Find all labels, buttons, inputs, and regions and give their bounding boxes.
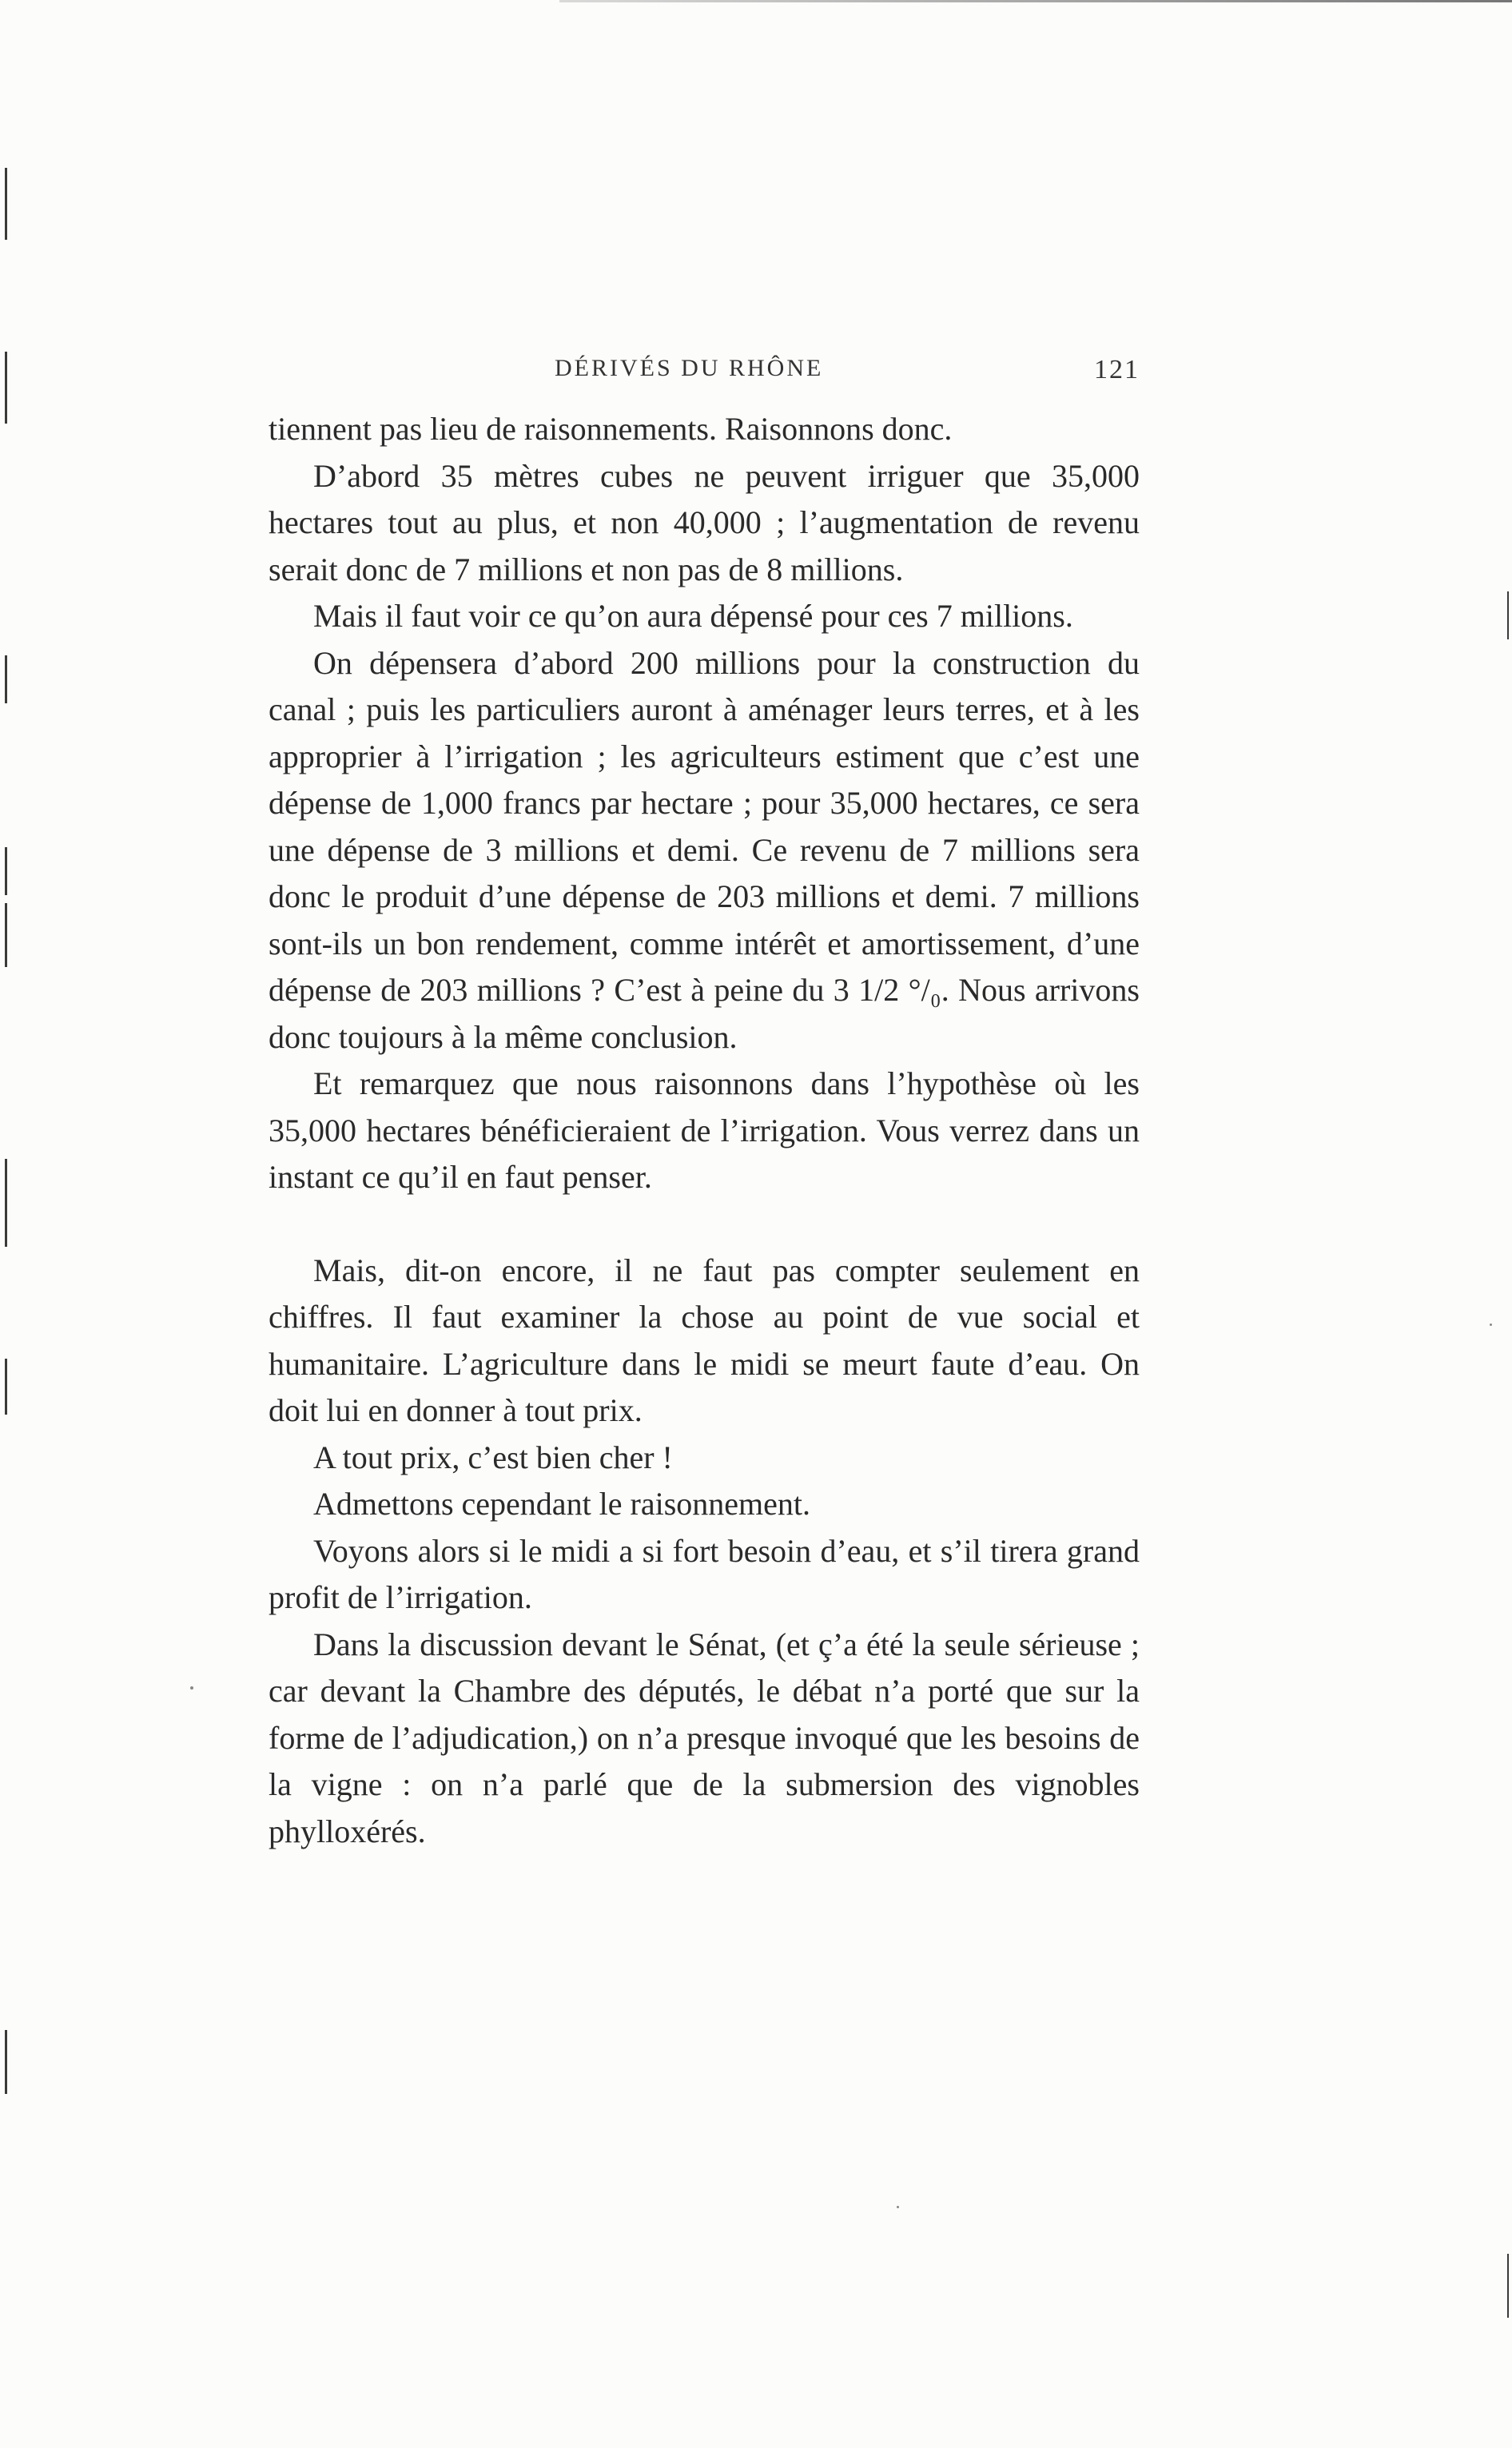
paragraph: On dépensera d’abord 200 millions pour la construction du canal ; puis les particuliers auront à aménager leurs terres, et à les approprier à l’irrigation ; les agriculteurs estiment que c’est une dépense de 1,000 francs par hectare ; pour 35,000 hectares, ce sera une dépense de 3 millions et demi. Ce revenu de 7 millions sera donc le produit d’une dépense de 203 millions et demi. 7 millions sont-ils un bon rendement, comme intérêt et amortissement, d’une dépense de 203 millions ? C’est à peine du 3 1/2 °/₀. Nous arrivons donc toujours à la même conclusion. (269, 644, 1140, 1055)
scan-left-mark (5, 352, 7, 424)
paragraph: Admettons cependant le raisonnement. (313, 1486, 811, 1522)
scan-left-mark (5, 847, 7, 895)
scan-left-mark (5, 1159, 7, 1247)
scan-speck (897, 2206, 899, 2208)
running-title: DÉRIVÉS DU RHÔNE (555, 355, 824, 381)
paragraph: Mais, dit-on encore, il ne faut pas compter seulement en chiffres. Il faut examiner la chose au point de vue social et humanitaire. L’agriculture dans le midi se meurt faute d’eau. On doit lui en donner à tout prix. (269, 1252, 1140, 1428)
paragraph: A tout prix, c’est bien cher ! (313, 1439, 673, 1475)
body-text (269, 406, 1140, 1855)
running-head (269, 355, 1140, 387)
scan-speck (1490, 1324, 1492, 1326)
scan-speck (190, 1686, 193, 1690)
scan-left-mark (5, 168, 7, 240)
scan-left-mark (5, 1359, 7, 1415)
scan-left-mark (5, 903, 7, 967)
page-number: 121 (1094, 355, 1140, 384)
paragraph: D’abord 35 mètres cubes ne peuvent irriguer que 35,000 hectares tout au plus, et non 40,000 ; l’augmentation de revenu serait donc de 7 millions et non pas de 8 millions. (269, 457, 1140, 587)
paragraph: tiennent pas lieu de raisonnements. Raisonnons donc. (269, 411, 953, 447)
paragraph: Mais il faut voir ce qu’on aura dépensé pour ces 7 millions. (313, 598, 1073, 634)
paragraph: Et remarquez que nous raisonnons dans l’hypothèse où les 35,000 hectares bénéficieraient de l’irrigation. Vous verrez dans un instant ce qu’il en faut penser. (269, 1065, 1140, 1195)
section-break (269, 1201, 1140, 1248)
scan-right-mark (1507, 2254, 1509, 2318)
scan-right-mark (1507, 591, 1509, 639)
scan-left-mark (5, 655, 7, 703)
scan-left-mark (5, 2030, 7, 2094)
scan-top-edge (559, 0, 1512, 2)
paragraph: Dans la discussion devant le Sénat, (et ç’a été la seule sérieuse ; car devant la Chambre des députés, le débat n’a porté que sur la forme de l’adjudication,) on n’a presque invoqué que les besoins de la vigne : on n’a parlé que de la submersion des vignobles phylloxérés. (269, 1626, 1140, 1849)
paragraph: Voyons alors si le midi a si fort besoin d’eau, et s’il tirera grand profit de l’irrigation. (269, 1532, 1140, 1615)
